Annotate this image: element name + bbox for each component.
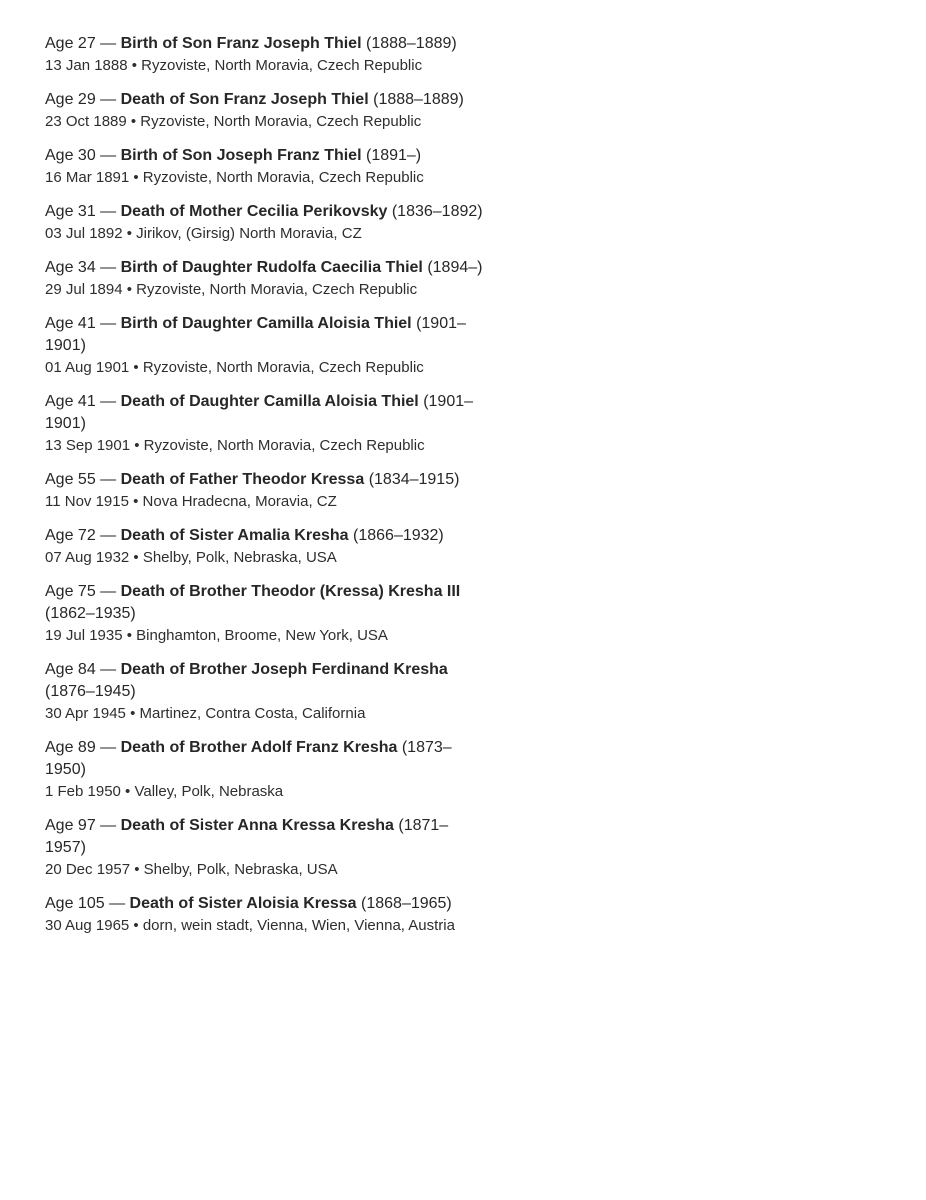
event-name: Death of Brother Theodor (Kressa) Kresha III: [120, 583, 461, 600]
event-age-label: Age 34: [45, 259, 96, 276]
dash-separator: —: [109, 895, 126, 912]
event-age-label: Age 89: [45, 739, 96, 756]
event-date-place: 13 Jan 1888 • Ryzoviste, North Moravia, Czech Republic: [45, 57, 423, 74]
event-title-line: [45, 659, 485, 703]
dash-separator: —: [100, 817, 117, 834]
timeline-event: [45, 893, 485, 936]
timeline-event: [45, 815, 485, 880]
event-lifespan-years: (1866–1932): [353, 527, 444, 544]
timeline-event: [45, 145, 485, 188]
event-title-line: [45, 581, 485, 625]
event-name: Birth of Son Joseph Franz Thiel: [120, 147, 362, 164]
timeline-event: [45, 257, 485, 300]
dash-separator: —: [100, 527, 117, 544]
event-lifespan-years: (1868–1965): [361, 895, 452, 912]
event-age-label: Age 55: [45, 471, 96, 488]
timeline-event: [45, 525, 485, 568]
event-title-line: [45, 89, 485, 111]
dash-separator: —: [100, 35, 117, 52]
event-date-place: 16 Mar 1891 • Ryzoviste, North Moravia, Czech Republic: [45, 169, 424, 186]
event-date-place: 29 Jul 1894 • Ryzoviste, North Moravia, Czech Republic: [45, 281, 418, 298]
event-age-label: Age 84: [45, 661, 96, 678]
event-lifespan-years: (1834–1915): [368, 471, 460, 488]
event-title-line: [45, 33, 485, 55]
dash-separator: —: [100, 315, 117, 332]
event-title-line: [45, 525, 485, 547]
timeline-event: [45, 737, 485, 802]
event-name: Death of Sister Anna Kressa Kresha: [120, 817, 394, 834]
timeline-event: [45, 469, 485, 512]
event-date-place: 03 Jul 1892 • Jirikov, (Girsig) North Moravia, CZ: [45, 225, 362, 242]
event-date-place: 30 Aug 1965 • dorn, wein stadt, Vienna, Wien, Vienna, Austria: [45, 917, 455, 934]
event-name: Death of Sister Amalia Kresha: [120, 527, 349, 544]
timeline-event: [45, 201, 485, 244]
event-date-place: 07 Aug 1932 • Shelby, Polk, Nebraska, USA: [45, 549, 337, 566]
event-name: Death of Brother Adolf Franz Kresha: [120, 739, 398, 756]
timeline-event: [45, 659, 485, 724]
event-lifespan-years: (1888–1889): [373, 91, 464, 108]
event-lifespan-years: (1894–): [427, 259, 483, 276]
event-title-line: [45, 145, 485, 167]
event-name: Death of Daughter Camilla Aloisia Thiel: [120, 393, 419, 410]
dash-separator: —: [100, 739, 117, 756]
dash-separator: —: [100, 583, 117, 600]
event-title-line: [45, 893, 485, 915]
event-title-line: [45, 391, 485, 435]
dash-separator: —: [100, 147, 117, 164]
event-age-label: Age 75: [45, 583, 96, 600]
event-date-place: 13 Sep 1901 • Ryzoviste, North Moravia, Czech Republic: [45, 437, 425, 454]
timeline-list: [0, 0, 485, 936]
dash-separator: —: [100, 259, 117, 276]
event-date-place: 1 Feb 1950 • Valley, Polk, Nebraska: [45, 783, 284, 800]
event-title-line: [45, 257, 485, 279]
event-lifespan-years: (1871–1957): [45, 817, 449, 856]
event-name: Death of Son Franz Joseph Thiel: [120, 91, 369, 108]
timeline-event: [45, 391, 485, 456]
event-name: Death of Mother Cecilia Perikovsky: [120, 203, 388, 220]
event-lifespan-years: (1888–1889): [365, 35, 457, 52]
event-date-place: 01 Aug 1901 • Ryzoviste, North Moravia, Czech Republic: [45, 359, 424, 376]
dash-separator: —: [100, 661, 117, 678]
event-date-place: 20 Dec 1957 • Shelby, Polk, Nebraska, USA: [45, 861, 338, 878]
dash-separator: —: [100, 471, 117, 488]
event-lifespan-years: (1901–1901): [45, 315, 466, 354]
event-title-line: [45, 201, 485, 223]
timeline-event: [45, 313, 485, 378]
event-name: Death of Father Theodor Kressa: [120, 471, 365, 488]
event-age-label: Age 29: [45, 91, 96, 108]
dash-separator: —: [100, 203, 117, 220]
event-date-place: 19 Jul 1935 • Binghamton, Broome, New York, USA: [45, 627, 388, 644]
event-age-label: Age 30: [45, 147, 96, 164]
event-age-label: Age 27: [45, 35, 96, 52]
event-name: Death of Brother Joseph Ferdinand Kresha: [120, 661, 448, 678]
event-name: Birth of Son Franz Joseph Thiel: [120, 35, 362, 52]
timeline-event: [45, 33, 485, 76]
event-age-label: Age 31: [45, 203, 96, 220]
dash-separator: —: [100, 91, 117, 108]
event-lifespan-years: (1891–): [365, 147, 422, 164]
event-title-line: [45, 469, 485, 491]
event-age-label: Age 72: [45, 527, 96, 544]
event-title-line: [45, 313, 485, 357]
event-lifespan-years: (1876–1945): [45, 683, 136, 700]
event-lifespan-years: (1873–1950): [45, 739, 452, 778]
event-date-place: 30 Apr 1945 • Martinez, Contra Costa, California: [45, 705, 366, 722]
event-age-label: Age 105: [45, 895, 105, 912]
event-title-line: [45, 737, 485, 781]
dash-separator: —: [100, 393, 117, 410]
event-date-place: 11 Nov 1915 • Nova Hradecna, Moravia, CZ: [45, 493, 337, 510]
event-age-label: Age 41: [45, 393, 96, 410]
event-lifespan-years: (1836–1892): [391, 203, 483, 220]
timeline-event: [45, 89, 485, 132]
event-name: Death of Sister Aloisia Kressa: [129, 895, 357, 912]
event-lifespan-years: (1901–1901): [45, 393, 474, 432]
event-date-place: 23 Oct 1889 • Ryzoviste, North Moravia, Czech Republic: [45, 113, 422, 130]
timeline-event: [45, 581, 485, 646]
event-title-line: [45, 815, 485, 859]
event-name: Birth of Daughter Camilla Aloisia Thiel: [120, 315, 412, 332]
event-name: Birth of Daughter Rudolfa Caecilia Thiel: [120, 259, 423, 276]
event-age-label: Age 41: [45, 315, 96, 332]
event-lifespan-years: (1862–1935): [45, 605, 136, 622]
event-age-label: Age 97: [45, 817, 96, 834]
